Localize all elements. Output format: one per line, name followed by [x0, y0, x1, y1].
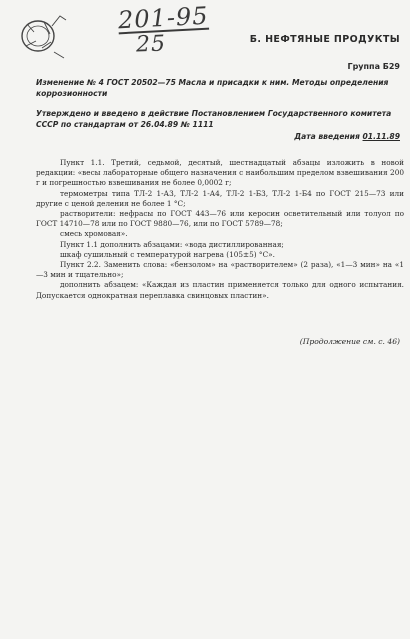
amendment-title: Изменение № 4 ГОСТ 20502—75 Масла и присадки к ним. Методы определения коррозионности: [36, 78, 389, 98]
section-heading: Б. НЕФТЯНЫЕ ПРОДУКТЫ: [249, 34, 400, 45]
handwritten-page-number: 25: [135, 31, 167, 58]
paragraph: растворители: нефрасы по ГОСТ 443—76 или керосин осветительный или толуол по ГОСТ 14710—78 или по ГОСТ 9880—76, или по ГОСТ 5789—78;: [36, 209, 404, 229]
paragraph: Пункт 1.1. Третий, седьмой, десятый, шестнадцатый абзацы изложить в новой редакции: «весы лабораторные общего назначения с наибольшим пределом взвешивания 200 г и погрешностью взвешивания не более 0,0002 г;: [36, 158, 404, 188]
archive-stamp-icon: [14, 8, 74, 60]
effective-date: [294, 132, 400, 141]
paragraph: термометры типа ТЛ-2 1-А3, ТЛ-2 1-А4, ТЛ-2 1-Б3, ТЛ-2 1-Б4 по ГОСТ 215—73 или другие с ценой деления не более 1 °С;: [36, 188, 404, 208]
continuation-note: (Продолжение см. с. 46): [299, 337, 400, 346]
paragraph: шкаф сушильный с температурой нагрева (105±5) °С».: [60, 249, 275, 259]
effective-date-label: Дата введения: [294, 132, 360, 141]
approval-statement: Утверждено и введено в действие Постановлением Государственного комитета СССР по стандартам от 26.04.89 № 1111: [36, 109, 392, 129]
amendment-body: [36, 158, 404, 301]
paragraph: Пункт 1.1 дополнить абзацами: «вода дистиллированная;: [60, 239, 284, 249]
handwritten-registration-number: 201-95: [117, 1, 210, 35]
paragraph: дополнить абзацем: «Каждая из пластин применяется только для одного испытания. Допускается однократная переплавка свинцовых пластин».: [36, 280, 404, 300]
group-code: Группа Б29: [347, 62, 400, 71]
effective-date-value: 01.11.89: [362, 132, 400, 141]
paragraph: смесь хромовая».: [60, 229, 128, 239]
paragraph: Пункт 2.2. Заменить слова: «бензолом» на «растворителем» (2 раза), «1—3 мин» на «1—3 мин и тщательно»;: [36, 260, 404, 280]
